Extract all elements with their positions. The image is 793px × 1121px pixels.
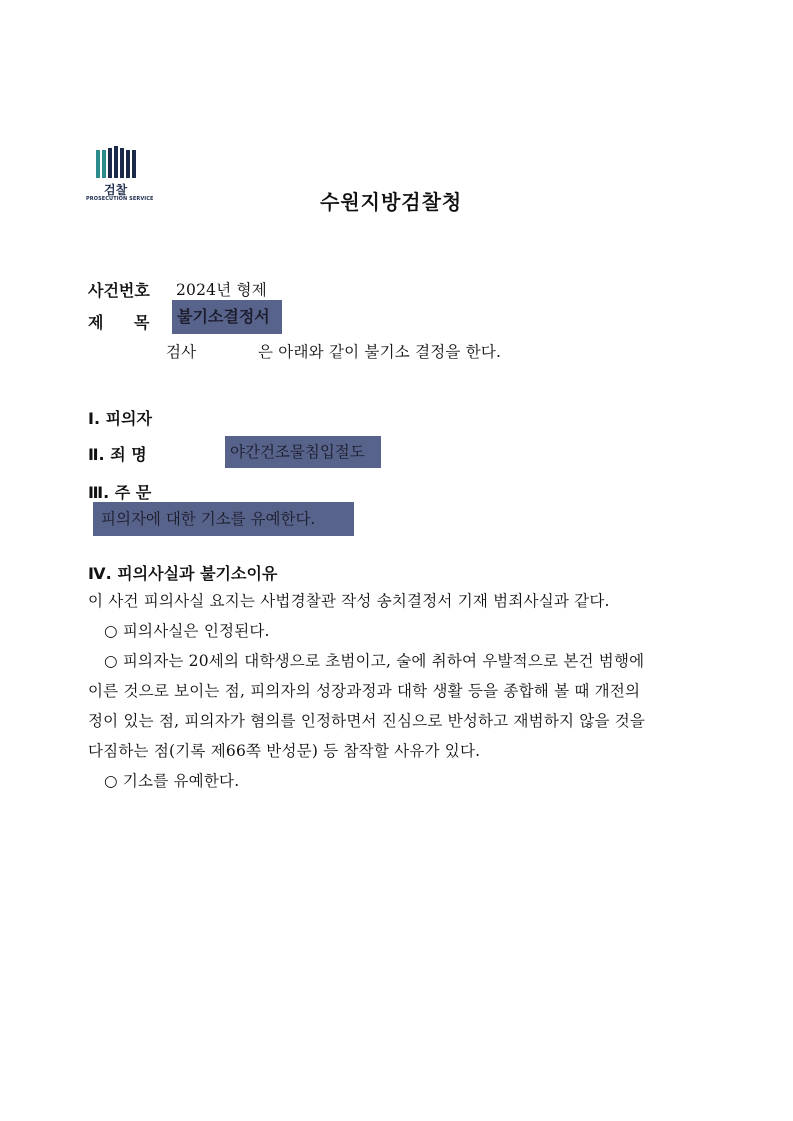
- title-label-char-1: 제: [88, 313, 104, 332]
- logo-wordmark: 검찰: [104, 183, 128, 197]
- order-value: 피의자에 대한 기소를 유예한다.: [93, 502, 354, 536]
- prosecution-emblem-icon: [96, 146, 136, 178]
- prosecution-logo: [86, 146, 154, 206]
- section-reason-label: Ⅳ. 피의사실과 불기소이유: [88, 564, 278, 583]
- charge-value: 야간건조물침입절도: [225, 436, 381, 468]
- intro-prosecutor: 검사: [166, 343, 197, 361]
- body-bullet-2-line-1: ○ 피의자는 20세의 대학생으로 초범이고, 술에 취하여 우발적으로 본건 범행에: [104, 652, 645, 670]
- intro-sentence: 은 아래와 같이 불기소 결정을 한다.: [258, 343, 502, 361]
- office-name: 수원지방검찰청: [320, 190, 463, 214]
- section-suspect: Ⅰ. 피의자: [88, 409, 152, 428]
- body-bullet-2-line-3: 정이 있는 점, 피의자가 혐의를 인정하면서 진심으로 반성하고 재범하지 않을 것을: [88, 712, 646, 730]
- body-bullet-3: ○ 기소를 유예한다.: [104, 772, 240, 790]
- body-bullet-2-line-2: 이른 것으로 보이는 점, 피의자의 성장과정과 대학 생활 등을 종합해 볼 때 개전의: [88, 682, 641, 700]
- case-number-value: 2024년 형제: [176, 281, 267, 299]
- body-bullet-2-line-4: 다짐하는 점(기록 제66쪽 반성문) 등 참작할 사유가 있다.: [88, 742, 481, 760]
- body-bullet-1: ○ 피의사실은 인정된다.: [104, 622, 270, 640]
- title-value: 불기소결정서: [172, 300, 282, 334]
- section-charge-label: Ⅱ. 죄 명: [88, 445, 147, 464]
- title-label-char-2: 목: [134, 313, 150, 332]
- section-order-label: Ⅲ. 주 문: [88, 483, 152, 502]
- body-line-summary: 이 사건 피의사실 요지는 사법경찰관 작성 송치결정서 기재 범죄사실과 같다.: [88, 592, 610, 610]
- logo-subtitle: PROSECUTION SERVICE: [86, 196, 154, 202]
- case-number-label: 사건번호: [88, 281, 150, 300]
